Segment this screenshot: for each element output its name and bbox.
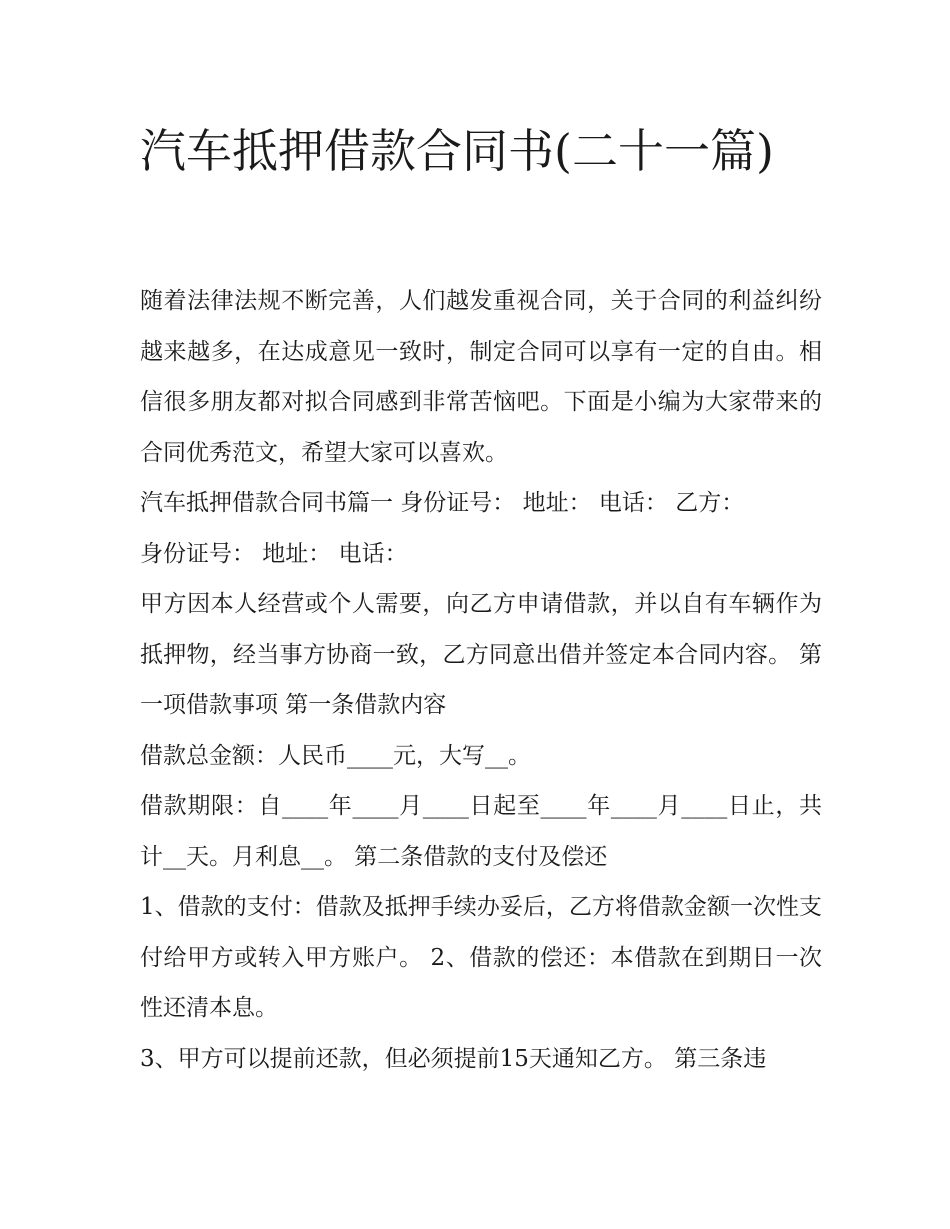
early-repayment-paragraph: 3、甲方可以提前还款，但必须提前15天通知乙方。 第三条违 [140,1045,767,1072]
party-b-info-paragraph: 身份证号： 地址： 电话： [140,540,408,567]
document-body [140,276,822,1084]
document-title: 汽车抵押借款合同书(二十一篇) [140,124,774,178]
loan-amount-paragraph: 借款总金额：人民币____元，大写__。 [140,742,531,769]
loan-payment-paragraph: 1、借款的支付：借款及抵押手续办妥后，乙方将借款金额一次性支付给甲方或转入甲方账户。 2、借款的偿还：本借款在到期日一次性还清本息。 [140,894,822,1021]
loan-term-paragraph: 借款期限：自____年____月____日起至____年____月____日止，共计__天。月利息__。 第二条借款的支付及偿还 [140,793,822,870]
party-a-info-paragraph: 汽车抵押借款合同书篇一 身份证号： 地址： 电话： 乙方： [140,490,745,516]
intro-paragraph: 随着法律法规不断完善，人们越发重视合同，关于合同的利益纠纷越来越多，在达成意见一致时，制定合同可以享有一定的自由。相信很多朋友都对拟合同感到非常苦恼吧。下面是小编为大家带来的合同优秀范文，希望大家可以喜欢。 [140,288,822,466]
loan-purpose-paragraph: 甲方因本人经营或个人需要，向乙方申请借款，并以自有车辆作为抵押物，经当事方协商一致，乙方同意出借并签定本合同内容。 第一项借款事项 第一条借款内容 [140,591,822,718]
